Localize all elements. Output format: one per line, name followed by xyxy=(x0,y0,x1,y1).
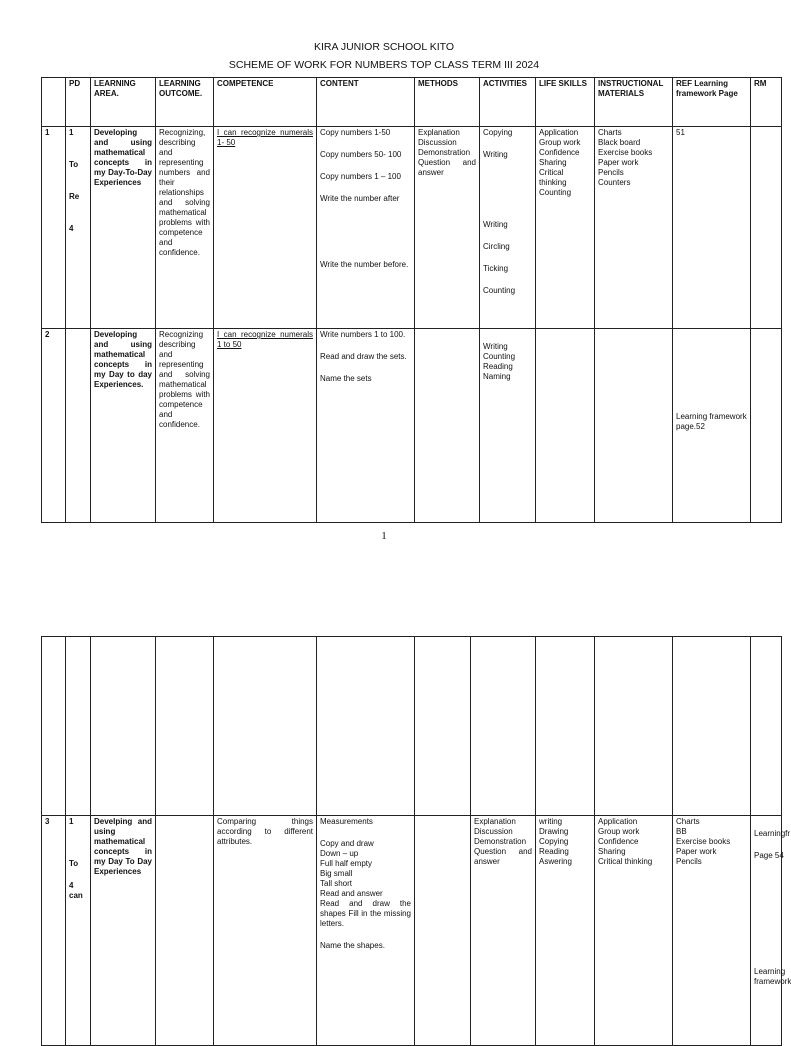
method-item: Question and answer xyxy=(418,158,476,177)
period-end: 4 xyxy=(69,224,74,233)
period-to: To xyxy=(69,160,79,169)
header-row xyxy=(42,78,782,127)
activity-item: Naming xyxy=(483,372,511,381)
school-name: KIRA JUNIOR SCHOOL KITO xyxy=(313,41,455,53)
period-start: 1 xyxy=(69,817,74,826)
methods-cell xyxy=(415,329,480,523)
learning-outcome xyxy=(156,816,214,1046)
content-item: Write the number after xyxy=(320,194,400,203)
activities-cell xyxy=(536,816,595,1046)
empty-cell xyxy=(751,637,782,816)
activities-cell xyxy=(480,127,536,329)
method-item: Demonstration xyxy=(418,148,471,157)
life-skill-item: Sharing xyxy=(598,847,626,856)
empty-cell xyxy=(471,637,536,816)
empty-cell xyxy=(214,637,317,816)
life-skills-cell xyxy=(595,816,673,1046)
learning-outcome: Recognizing, describing and representing numbers and their relationships and solving mathematical problems with competence and confidence. xyxy=(156,127,214,329)
week-number: 2 xyxy=(42,329,66,523)
activity-item: Circling xyxy=(483,242,510,251)
competence: Comparing things according to different attributes. xyxy=(214,816,317,1046)
method-item: Question and answer xyxy=(474,847,532,866)
ref-cell xyxy=(751,816,791,1046)
content-item: Measurements xyxy=(320,817,373,826)
empty-cell xyxy=(415,816,471,1046)
table-row-continued xyxy=(42,637,782,816)
scheme-table-page-2 xyxy=(41,636,791,1046)
methods-cell xyxy=(471,816,536,1046)
content-cell xyxy=(317,816,415,1046)
content-item: Read and draw the shapes Fill in the missing letters. xyxy=(320,899,411,928)
content-item: Down – up xyxy=(320,849,359,858)
period-can: can xyxy=(69,891,83,900)
content-item: Big small xyxy=(320,869,353,878)
method-item: Discussion xyxy=(474,827,513,836)
col-pd: PD xyxy=(66,78,91,127)
week-number: 1 xyxy=(42,127,66,329)
col-life-skills: LIFE SKILLS xyxy=(536,78,595,127)
table-row-week-1 xyxy=(42,127,782,329)
life-skills-cell xyxy=(536,127,595,329)
material-item: Exercise books xyxy=(676,837,731,846)
learning-outcome: Recognizing describing and representing and solving mathematical problems with competence and confidence. xyxy=(156,329,214,523)
content-item: Tall short xyxy=(320,879,353,888)
col-week xyxy=(42,78,66,127)
activity-item: Writing xyxy=(483,220,508,229)
activity-item: Aswering xyxy=(539,857,572,866)
content-item: Read and draw the sets. xyxy=(320,352,407,361)
activity-item: Writing xyxy=(483,150,508,159)
life-skill-item: Application xyxy=(539,128,579,137)
col-competence: COMPETENCE xyxy=(214,78,317,127)
material-item: Pencils xyxy=(598,168,624,177)
life-skill-item: Critical thinking xyxy=(598,857,653,866)
period-re: Re xyxy=(69,192,80,201)
competence: I can recognize numerals 1- 50 xyxy=(214,127,317,329)
rm-cell xyxy=(751,127,782,329)
materials-cell xyxy=(595,127,673,329)
life-skill-item: Confidence xyxy=(598,837,639,846)
scheme-title: SCHEME OF WORK FOR NUMBERS TOP CLASS TERM III 2024 xyxy=(228,59,540,71)
method-item: Demonstration xyxy=(474,837,527,846)
table-row-week-2 xyxy=(42,329,782,523)
life-skill-item: Counting xyxy=(539,188,572,197)
method-item: Discussion xyxy=(418,138,457,147)
activity-item: writing xyxy=(539,817,563,826)
material-item: Charts xyxy=(676,817,700,826)
ref-page: Learning framework page.52 xyxy=(676,412,747,431)
empty-cell xyxy=(415,637,471,816)
material-item: Paper work xyxy=(598,158,639,167)
ref-text: framework xyxy=(754,977,791,986)
page-number: 1 xyxy=(381,530,387,542)
material-item: Counters xyxy=(598,178,631,187)
ref-text: Learning xyxy=(754,967,786,976)
material-item: Paper work xyxy=(676,847,717,856)
material-item: Black board xyxy=(598,138,641,147)
life-skill-item: Critical thinking xyxy=(539,168,567,187)
content-item: Copy numbers 1-50 xyxy=(320,128,391,137)
activity-item: Ticking xyxy=(483,264,509,273)
content-item: Name the shapes. xyxy=(320,941,385,950)
life-skill-item: Sharing xyxy=(539,158,567,167)
empty-cell xyxy=(91,637,156,816)
period-start: 1 xyxy=(69,128,74,137)
content-item: Copy numbers 50- 100 xyxy=(320,150,402,159)
period-cell xyxy=(66,329,91,523)
col-rm: RM xyxy=(751,78,782,127)
learning-area: Develping and using mathematical concepts in my Day To Day Experiences xyxy=(91,816,156,1046)
activity-item: Counting xyxy=(483,352,516,361)
week-number: 3 xyxy=(42,816,66,1046)
period-to: To xyxy=(69,859,79,868)
empty-cell xyxy=(317,637,415,816)
material-item: BB xyxy=(676,827,687,836)
life-skill-item: Application xyxy=(598,817,638,826)
period-cell xyxy=(66,127,91,329)
activities-cell xyxy=(480,329,536,523)
ref-text: Learningfr xyxy=(754,829,791,838)
competence: I can recognize numerals 1 to 50 xyxy=(214,329,317,523)
content-item: Write the number before. xyxy=(320,260,409,269)
empty-cell xyxy=(536,637,595,816)
life-skill-item: Group work xyxy=(598,827,640,836)
learning-area: Developing and using mathematical concepts in my Day to day Experiences. xyxy=(91,329,156,523)
life-skills-cell xyxy=(536,329,595,523)
activity-item: Copying xyxy=(483,128,513,137)
col-methods: METHODS xyxy=(415,78,480,127)
life-skill-item: Confidence xyxy=(539,148,580,157)
life-skill-item: Group work xyxy=(539,138,581,147)
scheme-table-page-1 xyxy=(41,77,782,523)
materials-cell xyxy=(595,329,673,523)
ref-page: 51 xyxy=(673,127,751,329)
col-learning-area: LEARNING AREA. xyxy=(91,78,156,127)
empty-cell xyxy=(673,637,751,816)
table-row-week-3 xyxy=(42,816,782,1046)
activity-item: Copying xyxy=(539,837,569,846)
col-ref: REF Learning framework Page xyxy=(673,78,751,127)
activity-item: Counting xyxy=(483,286,516,295)
materials-cell xyxy=(673,816,751,1046)
col-activities: ACTIVITIES xyxy=(480,78,536,127)
col-content: CONTENT xyxy=(317,78,415,127)
method-item: Explanation xyxy=(418,128,460,137)
ref-cell xyxy=(673,329,751,523)
col-learning-outcome: LEARNING OUTCOME. xyxy=(156,78,214,127)
content-cell xyxy=(317,127,415,329)
activity-item: Drawing xyxy=(539,827,569,836)
period-cell xyxy=(66,816,91,1046)
content-item: Name the sets xyxy=(320,374,372,383)
ref-text: Page 54 xyxy=(754,851,784,860)
col-instructional-materials: INSTRUCTIONAL MATERIALS xyxy=(595,78,673,127)
activity-item: Writing xyxy=(483,342,508,351)
material-item: Pencils xyxy=(676,857,702,866)
activity-item: Reading xyxy=(483,362,513,371)
content-item: Read and answer xyxy=(320,889,383,898)
content-item: Copy and draw xyxy=(320,839,374,848)
empty-cell xyxy=(595,637,673,816)
rm-cell xyxy=(751,329,782,523)
methods-cell xyxy=(415,127,480,329)
activity-item: Reading xyxy=(539,847,569,856)
learning-area: Developing and using mathematical concepts in my Day-To-Day Experiences xyxy=(91,127,156,329)
content-item: Write numbers 1 to 100. xyxy=(320,330,406,339)
content-item: Copy numbers 1 – 100 xyxy=(320,172,401,181)
content-cell xyxy=(317,329,415,523)
method-item: Explanation xyxy=(474,817,516,826)
material-item: Exercise books xyxy=(598,148,653,157)
empty-cell xyxy=(66,637,91,816)
period-end: 4 xyxy=(69,881,74,890)
empty-cell xyxy=(156,637,214,816)
empty-cell xyxy=(42,637,66,816)
material-item: Charts xyxy=(598,128,622,137)
content-item: Full half empty xyxy=(320,859,373,868)
